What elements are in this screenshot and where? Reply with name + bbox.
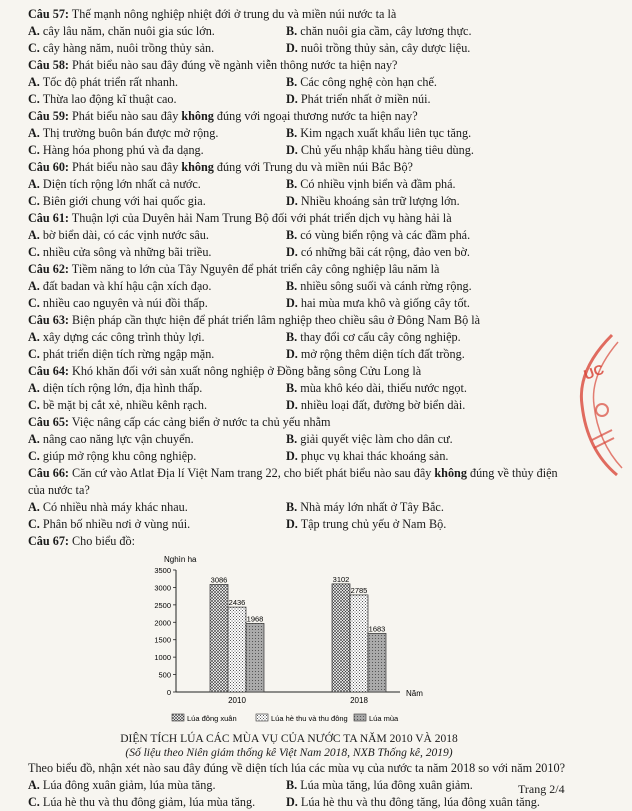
option-letter: B.	[286, 500, 298, 514]
option-a	[28, 278, 286, 295]
question-stem	[28, 414, 570, 431]
question-label: Câu 62:	[28, 262, 69, 276]
question-stem	[28, 57, 570, 74]
option-text: nuôi trồng thủy sản, cây dược liệu.	[300, 41, 471, 55]
option-b	[286, 74, 570, 91]
option-d	[286, 346, 570, 363]
option-letter: C.	[28, 347, 40, 361]
question-text: Căn cứ vào Atlat Địa lí Việt Nam trang 22, cho biết phát biểu nào sau đây	[72, 466, 435, 480]
option-text: nhiều loại đất, đường bờ biển dài.	[300, 398, 466, 412]
option-letter: D.	[286, 41, 298, 55]
question-66	[28, 465, 570, 533]
question-text: Biện pháp cần thực hiện để phát triển lâm nghiệp theo chiều sâu ở Đông Nam Bộ là	[72, 313, 481, 327]
legend-label-1: Lúa hè thu và thu đông	[271, 714, 348, 723]
option-text: hai mùa mưa khô và giống cây tốt.	[300, 296, 470, 310]
option-letter: A.	[28, 228, 40, 242]
option-b	[286, 431, 570, 448]
question-stem	[28, 312, 570, 329]
question-label: Câu 60:	[28, 160, 69, 174]
option-letter: B.	[286, 24, 298, 38]
option-text: có những bãi cát rộng, đảo ven bờ.	[300, 245, 470, 259]
option-text: Chủ yếu nhập khẩu hàng tiêu dùng.	[300, 143, 474, 157]
legend-label-0: Lúa đông xuân	[187, 714, 237, 723]
option-letter: D.	[286, 296, 298, 310]
option-letter: B.	[286, 75, 298, 89]
option-a	[28, 227, 286, 244]
question-58	[28, 57, 570, 108]
option-c	[28, 244, 286, 261]
question-63	[28, 312, 570, 363]
option-letter: B.	[286, 228, 298, 242]
option-a	[28, 431, 286, 448]
option-letter: C.	[28, 449, 40, 463]
bar-2010-2	[246, 623, 264, 692]
question-label: Câu 57:	[28, 7, 69, 21]
option-letter: B.	[286, 126, 298, 140]
legend-swatch-0	[172, 714, 184, 721]
option-text: Có nhiều nhà máy khác nhau.	[42, 500, 188, 514]
option-a	[28, 74, 286, 91]
chart-container	[140, 550, 440, 732]
y-tick-label: 2000	[154, 618, 171, 628]
option-letter: C.	[28, 92, 40, 106]
option-text: Lúa đông xuân giảm, lúa mùa tăng.	[42, 778, 216, 792]
question-67	[28, 533, 570, 811]
option-letter: A.	[28, 381, 40, 395]
data-label: 1683	[368, 624, 386, 634]
question-text: Khó khăn đối với sản xuất nông nghiệp ở Đồng bằng sông Cửu Long là	[72, 364, 422, 378]
option-text: phục vụ khai thác khoáng sản.	[300, 449, 449, 463]
bar-2018-0	[332, 584, 350, 692]
question-57	[28, 6, 570, 57]
option-a	[28, 176, 286, 193]
question-stem	[28, 465, 570, 499]
option-letter: D.	[286, 194, 298, 208]
option-text: bề mặt bị cắt xẻ, nhiều kênh rạch.	[42, 398, 208, 412]
question-text: đúng về thủy điện của nước ta?	[28, 466, 558, 497]
option-letter: A.	[28, 432, 40, 446]
question-text: đúng với Trung du và miền núi Bắc Bộ?	[213, 160, 413, 174]
option-text: Thị trường buôn bán được mở rộng.	[42, 126, 219, 140]
y-tick-label: 2500	[154, 600, 171, 610]
option-d	[286, 142, 570, 159]
option-letter: A.	[28, 279, 40, 293]
question-emphasis: không	[434, 466, 467, 480]
option-d	[286, 448, 570, 465]
option-b	[286, 329, 570, 346]
question-text: Thuận lợi của Duyên hải Nam Trung Bộ đối với phát triển dịch vụ hàng hải là	[71, 211, 452, 225]
y-tick-label: 3000	[154, 583, 171, 593]
options-grid	[28, 499, 570, 533]
question-61	[28, 210, 570, 261]
option-letter: A.	[28, 75, 40, 89]
option-d	[286, 91, 570, 108]
option-text: Nhiều khoáng sản trữ lượng lớn.	[300, 194, 460, 208]
question-text: Phát biểu nào sau đây	[72, 109, 182, 123]
y-tick-label: 1000	[154, 653, 171, 663]
svg-text:UC: UC	[581, 360, 607, 383]
option-c	[28, 516, 286, 533]
option-a	[28, 125, 286, 142]
question-text: Tiềm năng to lớn của Tây Nguyên để phát triển cây công nghiệp lâu năm là	[71, 262, 440, 276]
option-text: đất badan và khí hậu cận xích đạo.	[42, 279, 212, 293]
question-60	[28, 159, 570, 210]
question-label: Câu 58:	[28, 58, 69, 72]
option-b	[286, 23, 570, 40]
option-text: cây lâu năm, chăn nuôi gia súc lớn.	[42, 24, 215, 38]
option-letter: C.	[28, 795, 40, 809]
option-text: nhiều cửa sông và những bãi triều.	[42, 245, 212, 259]
legend-swatch-2	[354, 714, 366, 721]
y-tick-label: 500	[158, 670, 171, 680]
option-text: Tốc độ phát triển rất nhanh.	[42, 75, 179, 89]
options-grid	[28, 777, 570, 811]
option-b	[286, 499, 570, 516]
exam-page	[28, 6, 570, 811]
y-tick-label: 1500	[154, 635, 171, 645]
option-letter: D.	[286, 245, 298, 259]
option-text: Phát triển nhất ở miền núi.	[300, 92, 431, 106]
option-text: nhiều cao nguyên và núi đồi thấp.	[42, 296, 208, 310]
y-tick-label: 3500	[154, 566, 171, 575]
option-letter: B.	[286, 381, 298, 395]
red-stamp-graphic	[572, 330, 632, 480]
legend-label-2: Lúa mùa	[369, 714, 399, 723]
option-text: Nhà máy lớn nhất ở Tây Bắc.	[300, 500, 444, 514]
options-grid	[28, 329, 570, 363]
option-b	[286, 227, 570, 244]
option-text: chăn nuôi gia cầm, cây lương thực.	[300, 24, 472, 38]
question-label: Câu 63:	[28, 313, 69, 327]
chart-source: (Số liệu theo Niên giám thống kê Việt Nam 2018, NXB Thống kê, 2019)	[125, 747, 453, 759]
question-stem	[28, 6, 570, 23]
options-grid	[28, 380, 570, 414]
bar-chart	[140, 550, 440, 732]
question-text: đúng với ngoại thương nước ta hiện nay?	[213, 109, 418, 123]
option-letter: C.	[28, 41, 40, 55]
question-text: Cho biểu đồ:	[72, 534, 135, 548]
option-text: có vùng biển rộng và các đầm phá.	[300, 228, 471, 242]
option-letter: C.	[28, 245, 40, 259]
question-label: Câu 61:	[28, 211, 69, 225]
y-tick-label: 0	[166, 688, 171, 697]
option-text: Hàng hóa phong phú và đa dạng.	[42, 143, 204, 157]
option-d	[286, 295, 570, 312]
option-text: mở rộng thêm diện tích đất trồng.	[300, 347, 465, 361]
option-a	[28, 329, 286, 346]
option-text: Phân bố nhiều nơi ở vùng núi.	[42, 517, 191, 531]
bar-2010-1	[228, 607, 246, 692]
option-b	[286, 278, 570, 295]
y-axis-label: Nghìn ha	[164, 555, 197, 564]
option-letter: C.	[28, 143, 40, 157]
options-grid	[28, 74, 570, 108]
option-text: Kim ngạch xuất khẩu liên tục tăng.	[300, 126, 472, 140]
option-text: phát triển diện tích rừng ngập mặn.	[42, 347, 215, 361]
question-label: Câu 65:	[28, 415, 69, 429]
option-text: Lúa hè thu và thu đông tăng, lúa đông xuân tăng.	[300, 795, 540, 809]
question-text: Phát biểu nào sau đây đúng về ngành viễn thông nước ta hiện nay?	[72, 58, 398, 72]
option-a	[28, 23, 286, 40]
question-emphasis: không	[181, 160, 214, 174]
options-grid	[28, 176, 570, 210]
question-label: Câu 66:	[28, 466, 69, 480]
option-letter: D.	[286, 398, 298, 412]
question-stem	[28, 363, 570, 380]
data-label: 1968	[246, 614, 264, 624]
option-c	[28, 91, 286, 108]
option-letter: A.	[28, 24, 40, 38]
question-label: Câu 59:	[28, 109, 69, 123]
option-a	[28, 380, 286, 397]
x-axis-label: Năm	[406, 689, 423, 698]
option-text: Diện tích rộng lớn nhất cả nước.	[42, 177, 201, 191]
option-letter: A.	[28, 500, 40, 514]
question-text: Phát biểu nào sau đây	[72, 160, 182, 174]
options-grid	[28, 431, 570, 465]
question-stem	[28, 108, 570, 125]
option-text: Lúa hè thu và thu đông giảm, lúa mùa tăng.	[42, 795, 256, 809]
x-tick-label-2010: 2010	[228, 696, 246, 705]
option-letter: D.	[286, 795, 298, 809]
question-stem	[28, 261, 570, 278]
option-letter: B.	[286, 279, 298, 293]
option-c	[28, 40, 286, 57]
question-59	[28, 108, 570, 159]
option-letter: B.	[286, 330, 298, 344]
chart-title: DIỆN TÍCH LÚA CÁC MÙA VỤ CỦA NƯỚC TA NĂM 2010 VÀ 2018	[120, 733, 458, 745]
legend-swatch-1	[256, 714, 268, 721]
option-b	[286, 380, 570, 397]
option-text: Lúa mùa tăng, lúa đông xuân giảm.	[300, 778, 473, 792]
data-label: 2436	[228, 598, 246, 608]
option-letter: C.	[28, 398, 40, 412]
data-label: 2785	[350, 585, 368, 595]
x-tick-label-2018: 2018	[350, 696, 368, 705]
bar-2010-0	[210, 584, 228, 692]
option-c	[28, 142, 286, 159]
data-label: 3102	[332, 574, 350, 584]
option-c	[28, 794, 286, 811]
question-62	[28, 261, 570, 312]
option-letter: A.	[28, 778, 40, 792]
option-letter: B.	[286, 432, 298, 446]
option-text: Có nhiều vịnh biển và đầm phá.	[300, 177, 456, 191]
option-letter: C.	[28, 194, 40, 208]
option-text: cây hàng năm, nuôi trồng thủy sản.	[42, 41, 215, 55]
option-letter: A.	[28, 177, 40, 191]
question-65	[28, 414, 570, 465]
question-emphasis: không	[181, 109, 214, 123]
question-text: Thế mạnh nông nghiệp nhiệt đới ở trung du và miền núi nước ta là	[71, 7, 397, 21]
option-text: thay đổi cơ cấu cây công nghiệp.	[300, 330, 461, 344]
option-b	[286, 176, 570, 193]
option-c	[28, 346, 286, 363]
option-letter: B.	[286, 778, 298, 792]
option-c	[28, 295, 286, 312]
option-text: nhiều sông suối và cánh rừng rộng.	[300, 279, 472, 293]
option-letter: A.	[28, 330, 40, 344]
option-a	[28, 777, 286, 794]
question-label: Câu 67:	[28, 534, 69, 548]
option-letter: A.	[28, 126, 40, 140]
option-letter: C.	[28, 296, 40, 310]
question-stem	[28, 159, 570, 176]
option-text: xây dựng các công trình thủy lợi.	[42, 330, 205, 344]
question-67-prompt: Theo biểu đồ, nhận xét nào sau đây đúng về diện tích lúa các mùa vụ của nước ta năm 2018 so với năm 2010?	[28, 761, 565, 775]
question-label: Câu 64:	[28, 364, 69, 378]
option-letter: D.	[286, 517, 298, 531]
option-text: Thừa lao động kĩ thuật cao.	[42, 92, 177, 106]
question-64	[28, 363, 570, 414]
options-grid	[28, 278, 570, 312]
option-text: giúp mở rộng khu công nghiệp.	[42, 449, 197, 463]
options-grid	[28, 125, 570, 159]
option-c	[28, 397, 286, 414]
option-text: diện tích rộng lớn, địa hình thấp.	[42, 381, 203, 395]
option-text: Các công nghệ còn hạn chế.	[300, 75, 437, 89]
bar-2018-1	[350, 595, 368, 692]
option-c	[28, 448, 286, 465]
option-c	[28, 193, 286, 210]
option-text: Tập trung chủ yếu ở Nam Bộ.	[300, 517, 447, 531]
option-letter: D.	[286, 143, 298, 157]
option-letter: D.	[286, 449, 298, 463]
option-letter: C.	[28, 517, 40, 531]
data-label: 3086	[210, 575, 228, 585]
option-text: giải quyết việc làm cho dân cư.	[300, 432, 453, 446]
option-text: Biên giới chung với hai quốc gia.	[42, 194, 206, 208]
option-letter: D.	[286, 92, 298, 106]
option-text: bờ biển dài, có các vịnh nước sâu.	[42, 228, 209, 242]
option-d	[286, 40, 570, 57]
option-a	[28, 499, 286, 516]
page-number: Trang 2/4	[518, 782, 565, 796]
option-b	[286, 125, 570, 142]
option-letter: B.	[286, 177, 298, 191]
option-text: mùa khô kéo dài, thiếu nước ngọt.	[300, 381, 467, 395]
option-letter: D.	[286, 347, 298, 361]
option-d	[286, 244, 570, 261]
option-d	[286, 397, 570, 414]
options-grid	[28, 23, 570, 57]
option-text: nâng cao năng lực vận chuyển.	[42, 432, 194, 446]
question-text: Việc nâng cấp các cảng biển ở nước ta chủ yếu nhằm	[71, 415, 331, 429]
question-stem	[28, 533, 570, 550]
option-d	[286, 516, 570, 533]
question-stem	[28, 210, 570, 227]
options-grid	[28, 227, 570, 261]
option-d	[286, 193, 570, 210]
bar-2018-2	[368, 633, 386, 692]
